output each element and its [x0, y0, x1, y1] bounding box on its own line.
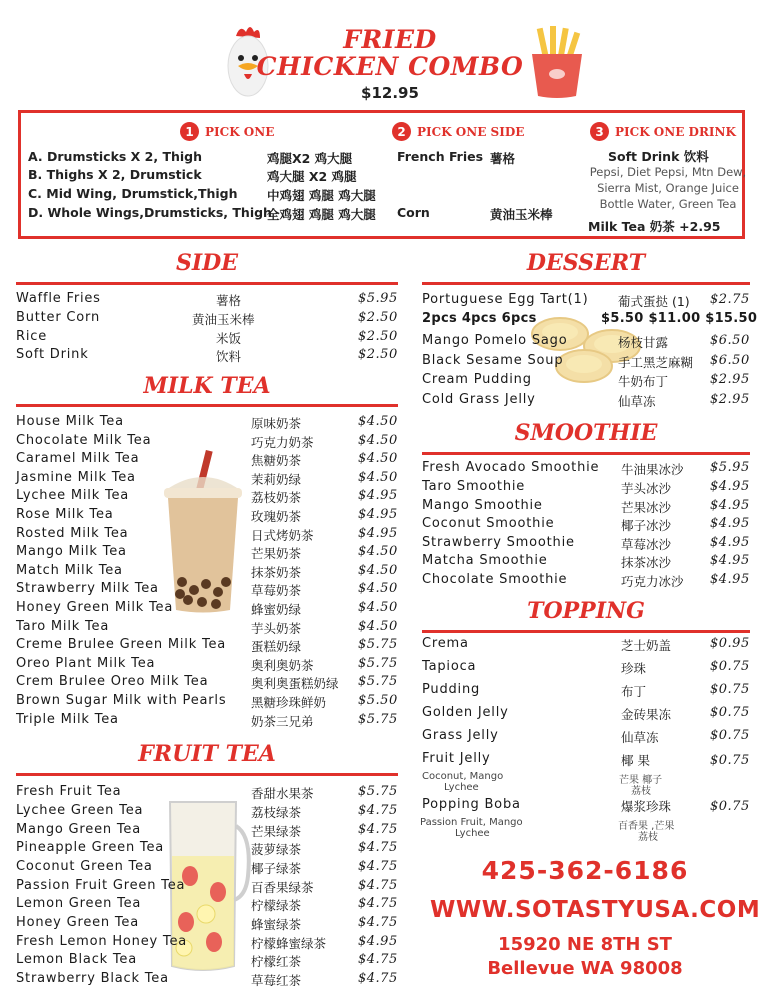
address-line1: 15920 NE 8TH ST	[498, 934, 672, 955]
smoothie-item-cn: 巧克力冰沙	[621, 574, 684, 589]
egg-tart-pcs-prices: $5.50 $11.00 $15.50	[601, 311, 758, 326]
milk-tea-item-price: $5.75	[358, 656, 398, 671]
fruit-tea-item: Lychee Green Tea	[16, 803, 144, 818]
fruit-tea-item-cn: 百香果绿茶	[251, 880, 314, 895]
fruit-tea-item-cn: 蜂蜜绿茶	[251, 917, 302, 932]
smoothie-item-price: $4.95	[710, 516, 750, 531]
side-item-cn: 黄油玉米棒	[192, 312, 255, 327]
fruit-tea-item: Lemon Black Tea	[16, 952, 138, 967]
side-item-price: $2.50	[358, 347, 398, 362]
milk-tea-item-cn: 焦糖奶茶	[251, 453, 302, 468]
side-item-cn: 饮料	[216, 349, 242, 364]
step-3-badge: 3	[590, 122, 609, 141]
fruit-tea-item: Pineapple Green Tea	[16, 840, 165, 855]
topping-item-price: $0.75	[710, 659, 750, 674]
milk-tea-item-cn: 蛋糕奶绿	[251, 639, 302, 654]
milk-tea-item: Rosted Milk Tea	[16, 526, 129, 541]
topping-item-price: $0.95	[710, 636, 750, 651]
smoothie-item: Fresh Avocado Smoothie	[422, 460, 600, 475]
milk-tea-item: Jasmine Milk Tea	[16, 470, 136, 485]
topping-item: Popping Boba	[422, 797, 521, 812]
side-item: Rice	[16, 329, 47, 344]
fruit-tea-item-price: $5.75	[358, 784, 398, 799]
fruit-tea-item-price: $4.75	[358, 915, 398, 930]
topping-title: TOPPING	[527, 598, 645, 624]
smoothie-item-cn: 草莓冰沙	[621, 537, 672, 552]
bubble-tea-icon	[160, 450, 246, 615]
side-item: Waffle Fries	[16, 291, 101, 306]
milk-tea-item: Lychee Milk Tea	[16, 488, 130, 503]
milk-tea-item-cn: 奶茶三兄弟	[251, 714, 314, 729]
milk-tea-item-cn: 抹茶奶茶	[251, 565, 302, 580]
milk-tea-item-cn: 蜂蜜奶绿	[251, 602, 302, 617]
fruit-tea-item-price: $4.75	[358, 822, 398, 837]
smoothie-item: Coconut Smoothie	[422, 516, 555, 531]
fruit-jelly-sub-cn2: 荔枝	[631, 786, 651, 797]
milk-tea-item: Mango Milk Tea	[16, 544, 127, 559]
fruit-tea-item-cn: 菠萝绿茶	[251, 842, 302, 857]
milk-tea-item-cn: 黑糖珍珠鲜奶	[251, 695, 327, 710]
egg-tart-pcs: 2pcs 4pcs 6pcs	[422, 311, 537, 326]
step-2-badge: 2	[392, 122, 411, 141]
milk-tea-item-price: $4.50	[358, 451, 398, 466]
combo-option-a: A. Drumsticks X 2, Thigh	[28, 149, 203, 164]
topping-item-cn: 芝士奶盖	[621, 638, 672, 653]
milk-tea-item: Creme Brulee Green Milk Tea	[16, 637, 227, 652]
fruit-tea-item-price: $4.75	[358, 859, 398, 874]
drink-soft: Soft Drink 饮料	[608, 149, 709, 164]
combo-title-line1: FRIED	[343, 25, 437, 54]
milk-tea-item-cn: 草莓奶茶	[251, 583, 302, 598]
topping-item: Pudding	[422, 682, 481, 697]
fruit-jelly-sub-en2: Lychee	[444, 782, 479, 793]
dessert-item-price: $2.95	[710, 392, 750, 407]
milk-tea-item: Triple Milk Tea	[16, 712, 119, 727]
topping-item: Golden Jelly	[422, 705, 509, 720]
popping-sub-cn2: 荔枝	[638, 832, 658, 843]
fruit-tea-item-price: $4.75	[358, 803, 398, 818]
smoothie-item-cn: 芋头冰沙	[621, 481, 672, 496]
side-item-price: $2.50	[358, 329, 398, 344]
side-item-price: $2.50	[358, 310, 398, 325]
milk-tea-item: Crem Brulee Oreo Milk Tea	[16, 674, 209, 689]
fruit-tea-item: Fresh Lemon Honey Tea	[16, 934, 188, 949]
fruit-tea-item-cn: 柠檬绿茶	[251, 898, 302, 913]
topping-item: Fruit Jelly	[422, 751, 491, 766]
dessert-item: Mango Pomelo Sago	[422, 333, 568, 348]
fruit-tea-item-cn: 草莓红茶	[251, 973, 302, 988]
milk-tea-item-price: $4.50	[358, 581, 398, 596]
milk-tea-title: MILK TEA	[143, 373, 271, 399]
phone-number[interactable]: 425-362-6186	[481, 856, 689, 885]
smoothie-item-cn: 抹茶冰沙	[621, 555, 672, 570]
combo-option-b: B. Thighs X 2, Drumstick	[28, 167, 202, 182]
topping-item-price: $0.75	[710, 705, 750, 720]
smoothie-item: Matcha Smoothie	[422, 553, 548, 568]
popping-sub-en1: Passion Fruit, Mango	[420, 817, 523, 828]
dessert-item: Black Sesame Soup	[422, 353, 564, 368]
website-link[interactable]: WWW.SOTASTYUSA.COM	[430, 897, 761, 923]
side-option-fries-cn: 薯格	[490, 151, 516, 166]
dessert-egg-tart-price: $2.75	[710, 292, 750, 307]
milk-tea-item-cn: 奥利奥蛋糕奶绿	[251, 676, 339, 691]
fruit-tea-item-cn: 椰子绿茶	[251, 861, 302, 876]
milk-tea-item-price: $4.50	[358, 433, 398, 448]
smoothie-item-price: $4.95	[710, 553, 750, 568]
topping-item: Crema	[422, 636, 469, 651]
milk-tea-item: Match Milk Tea	[16, 563, 123, 578]
milk-tea-item-cn: 芒果奶茶	[251, 546, 302, 561]
dessert-title: DESSERT	[526, 250, 646, 276]
pick-side-heading	[392, 122, 524, 141]
dessert-item-cn: 杨枝甘露	[618, 335, 669, 350]
side-item-cn: 米饭	[216, 331, 242, 346]
topping-item-price: $0.75	[710, 799, 750, 814]
fruit-tea-item: Coconut Green Tea	[16, 859, 153, 874]
side-title: SIDE	[175, 250, 239, 276]
fruit-tea-item-price: $4.75	[358, 971, 398, 986]
milk-tea-item-cn: 巧克力奶茶	[251, 435, 314, 450]
fruit-tea-item: Mango Green Tea	[16, 822, 141, 837]
fruit-jelly-sub-cn1: 芒果 椰子	[619, 775, 663, 786]
fruit-tea-item-price: $4.95	[358, 934, 398, 949]
side-item: Butter Corn	[16, 310, 101, 325]
side-rule	[16, 282, 398, 285]
milk-tea-item-price: $5.75	[358, 712, 398, 727]
milk-tea-item-cn: 原味奶茶	[251, 416, 302, 431]
fruit-tea-item-price: $4.75	[358, 840, 398, 855]
popping-sub-en2: Lychee	[455, 828, 490, 839]
milk-tea-item: Rose Milk Tea	[16, 507, 114, 522]
smoothie-item-cn: 牛油果冰沙	[621, 462, 684, 477]
pick-drink-label: PICK ONE DRINK	[615, 124, 736, 139]
step-1-badge: 1	[180, 122, 199, 141]
fruit-tea-item-cn: 芒果绿茶	[251, 824, 302, 839]
combo-title-line2: CHICKEN COMBO	[256, 52, 524, 81]
fruit-tea-item-cn: 柠檬红茶	[251, 954, 302, 969]
milk-tea-item-cn: 玫瑰奶茶	[251, 509, 302, 524]
drink-soft-desc-2: Sierra Mist, Orange Juice	[597, 181, 739, 195]
combo-option-d-cn: 全鸡翅 鸡腿 鸡大腿	[267, 207, 376, 222]
pick-one-heading	[180, 122, 274, 141]
dessert-item: Cream Pudding	[422, 372, 532, 387]
topping-item-price: $0.75	[710, 682, 750, 697]
fruit-tea-item: Lemon Green Tea	[16, 896, 142, 911]
milk-tea-item-cn: 芋头奶茶	[251, 621, 302, 636]
smoothie-item: Chocolate Smoothie	[422, 572, 568, 587]
dessert-egg-tart-cn: 葡式蛋挞 (1)	[618, 294, 690, 309]
fruit-tea-title: FRUIT TEA	[138, 741, 276, 767]
combo-option-d: D. Whole Wings,Drumsticks, Thigh	[28, 205, 272, 220]
smoothie-item-price: $4.95	[710, 535, 750, 550]
fruit-tea-item: Strawberry Black Tea	[16, 971, 169, 986]
topping-item: Grass Jelly	[422, 728, 499, 743]
smoothie-rule	[422, 452, 750, 455]
pick-one-label: PICK ONE	[205, 124, 275, 139]
fruit-tea-item-cn: 荔枝绿茶	[251, 805, 302, 820]
milk-tea-item: Taro Milk Tea	[16, 619, 110, 634]
pick-side-label: PICK ONE SIDE	[417, 124, 525, 139]
fruit-tea-item: Fresh Fruit Tea	[16, 784, 122, 799]
smoothie-item-cn: 芒果冰沙	[621, 500, 672, 515]
fruit-tea-item-cn: 柠檬蜂蜜绿茶	[251, 936, 327, 951]
fruit-tea-item-price: $4.75	[358, 878, 398, 893]
milk-tea-item-cn: 茉莉奶绿	[251, 472, 302, 487]
milk-tea-item-price: $5.50	[358, 693, 398, 708]
fries-icon	[526, 24, 588, 100]
dessert-item: Cold Grass Jelly	[422, 392, 536, 407]
smoothie-item: Strawberry Smoothie	[422, 535, 575, 550]
topping-item-cn: 仙草冻	[621, 730, 659, 745]
side-item: Soft Drink	[16, 347, 89, 362]
milk-tea-item: Honey Green Milk Tea	[16, 600, 174, 615]
dessert-egg-tart: Portuguese Egg Tart(1)	[422, 292, 589, 307]
topping-item: Tapioca	[422, 659, 477, 674]
dessert-item-price: $6.50	[710, 353, 750, 368]
milk-tea-item-price: $4.95	[358, 526, 398, 541]
smoothie-item: Mango Smoothie	[422, 498, 543, 513]
side-item-price: $5.95	[358, 291, 398, 306]
fruit-tea-item-price: $4.75	[358, 896, 398, 911]
fruit-tea-item-cn: 香甜水果茶	[251, 786, 314, 801]
topping-item-cn: 金砖果冻	[621, 707, 672, 722]
fruit-tea-item: Passion Fruit Green Tea	[16, 878, 186, 893]
dessert-item-price: $2.95	[710, 372, 750, 387]
milk-tea-rule	[16, 404, 398, 407]
milk-tea-item: Strawberry Milk Tea	[16, 581, 159, 596]
milk-tea-item-price: $4.50	[358, 414, 398, 429]
drink-soft-desc-3: Bottle Water, Green Tea	[599, 197, 737, 211]
milk-tea-item-price: $4.95	[358, 507, 398, 522]
fruit-jelly-sub-en1: Coconut, Mango	[422, 771, 504, 782]
fruit-tea-item-price: $4.75	[358, 952, 398, 967]
milk-tea-item-price: $4.95	[358, 488, 398, 503]
drink-milk-tea: Milk Tea 奶茶 +2.95	[588, 219, 721, 234]
smoothie-item-price: $4.95	[710, 479, 750, 494]
side-option-corn: Corn	[397, 205, 430, 220]
milk-tea-item-price: $5.75	[358, 674, 398, 689]
smoothie-item-price: $5.95	[710, 460, 750, 475]
topping-item-price: $0.75	[710, 753, 750, 768]
topping-rule	[422, 630, 750, 633]
address-line2: Bellevue WA 98008	[487, 958, 683, 979]
milk-tea-item-price: $4.50	[358, 563, 398, 578]
milk-tea-item: Oreo Plant Milk Tea	[16, 656, 156, 671]
fruit-tea-item: Honey Green Tea	[16, 915, 139, 930]
dessert-item-price: $6.50	[710, 333, 750, 348]
milk-tea-item-price: $4.50	[358, 619, 398, 634]
dessert-item-cn: 仙草冻	[618, 394, 656, 409]
dessert-rule	[422, 282, 750, 285]
side-option-corn-cn: 黄油玉米棒	[490, 207, 553, 222]
milk-tea-item: Chocolate Milk Tea	[16, 433, 152, 448]
combo-price: $12.95	[361, 84, 419, 102]
topping-item-cn: 椰 果	[621, 753, 650, 768]
combo-option-a-cn: 鸡腿X2 鸡大腿	[267, 151, 353, 166]
milk-tea-item-cn: 荔枝奶茶	[251, 490, 302, 505]
pick-drink-heading	[590, 122, 736, 141]
milk-tea-item: Caramel Milk Tea	[16, 451, 140, 466]
topping-item-price: $0.75	[710, 728, 750, 743]
side-item-cn: 薯格	[216, 293, 242, 308]
smoothie-item-cn: 椰子冰沙	[621, 518, 672, 533]
combo-option-c-cn: 中鸡翅 鸡腿 鸡大腿	[267, 188, 376, 203]
topping-item-cn: 布丁	[621, 684, 647, 699]
dessert-item-cn: 牛奶布丁	[618, 374, 669, 389]
milk-tea-item: Brown Sugar Milk with Pearls	[16, 693, 227, 708]
milk-tea-item-price: $4.50	[358, 544, 398, 559]
milk-tea-item-price: $4.50	[358, 470, 398, 485]
smoothie-item-price: $4.95	[710, 498, 750, 513]
milk-tea-item-cn: 奥利奥奶茶	[251, 658, 314, 673]
popping-sub-cn1: 百香果 ,芒果	[618, 821, 675, 832]
drink-soft-desc-1: Pepsi, Diet Pepsi, Mtn Dew,	[589, 165, 747, 179]
smoothie-item: Taro Smoothie	[422, 479, 526, 494]
milk-tea-item: House Milk Tea	[16, 414, 124, 429]
topping-item-cn: 珍珠	[621, 661, 647, 676]
dessert-item-cn: 手工黑芝麻糊	[618, 355, 694, 370]
combo-option-b-cn: 鸡大腿 X2 鸡腿	[267, 169, 357, 184]
smoothie-item-price: $4.95	[710, 572, 750, 587]
topping-item-cn: 爆浆珍珠	[621, 799, 672, 814]
combo-option-c: C. Mid Wing, Drumstick,Thigh	[28, 186, 238, 201]
smoothie-title: SMOOTHIE	[514, 420, 658, 446]
milk-tea-item-price: $5.75	[358, 637, 398, 652]
milk-tea-item-cn: 日式烤奶茶	[251, 528, 314, 543]
side-option-fries: French Fries	[397, 149, 484, 164]
fruit-tea-rule	[16, 773, 398, 776]
milk-tea-item-price: $4.50	[358, 600, 398, 615]
